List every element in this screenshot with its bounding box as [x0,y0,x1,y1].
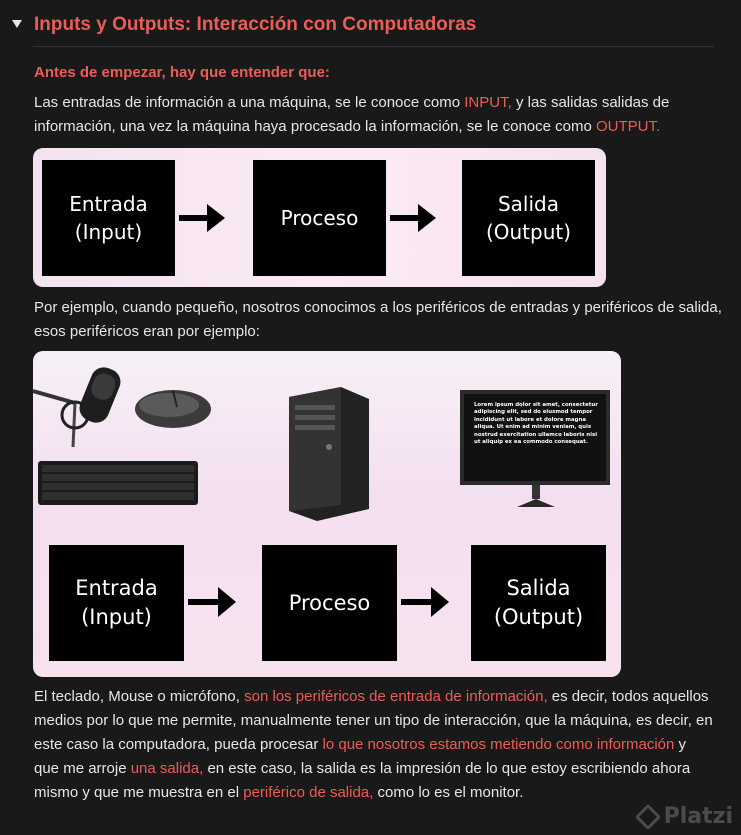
paragraph-example: Por ejemplo, cuando pequeño, nosotros conocimos a los periféricos de entradas y periféricos de salida, esos periféricos eran por ejemplo: [34,299,722,340]
diagram-box-process: Proceso [253,160,386,276]
microphone-icon [33,359,133,459]
diagram-box-process: Proceso [262,545,397,661]
diagram-box-input: Entrada (Input) [42,160,175,276]
highlight-input-peripherals: son los periféricos de entrada de información, [244,688,548,705]
mouse-icon [133,385,213,431]
highlight-output: OUTPUT. [595,118,661,135]
diagram-image-peripherals [33,351,621,677]
arrow-right-icon [177,200,227,236]
caret-down-icon[interactable] [10,17,24,31]
paragraph-explanation: El teclado, Mouse o micrófono, son los periféricos de entrada de información, es decir, todos aquellos medios por lo que me permite, manualmente tener un tipo de interacción, que la máquina, es decir, en este caso la computadora, pueda procesar lo que nosotros estamos metiendo como información y que me arroje una salida, en este caso, la salida es la impresión de lo que estoy escribiendo ahora mismo y que me muestra en el periférico de salida, como lo es el monitor. [34,688,713,801]
monitor-sample-text: Lorem ipsum dolor sit amet, consectetur adipiscing elit, sed do eiusmod tempor incididunt ut labore et dolore magna aliqua. Ut enim ad minim veniam, quis nostrud exercitation ullamco laboris nisi ut aliquip ex ea commodo consequat. [474,402,598,446]
arrow-right-icon [388,200,438,236]
arrow-right-icon [399,583,451,621]
paragraph-intro: Las entradas de información a una máquina, se le conoce como INPUT, y las salidas salidas de información, una vez la máquina haya procesado la información, se le conoce como OUTPUT. [34,94,670,135]
diagram-image-input-process-output [33,148,606,287]
diagram-box-input: Entrada (Input) [49,545,184,661]
highlight-information: lo que nosotros estamos metiendo como información [322,736,675,753]
platzi-logo-icon [636,805,660,829]
diagram-box-output: Salida (Output) [471,545,606,661]
monitor-screen [460,390,610,485]
keyboard-icon [38,461,198,505]
highlight-input: INPUT, [464,94,512,111]
watermark-text: Platzi [663,804,733,829]
pc-tower-icon [281,387,371,521]
arrow-right-icon [186,583,238,621]
toggle-title: Inputs y Outputs: Interacción con Computadoras [34,14,477,35]
platzi-watermark [636,805,733,829]
highlight-output-peripheral: periférico de salida, [243,784,374,801]
divider [33,46,714,47]
monitor-stand-icon [511,485,561,509]
toggle-block-header[interactable] [0,8,741,42]
subheading: Antes de empezar, hay que entender que: [34,64,330,81]
highlight-output: una salida, [130,760,204,777]
diagram-box-output: Salida (Output) [462,160,595,276]
